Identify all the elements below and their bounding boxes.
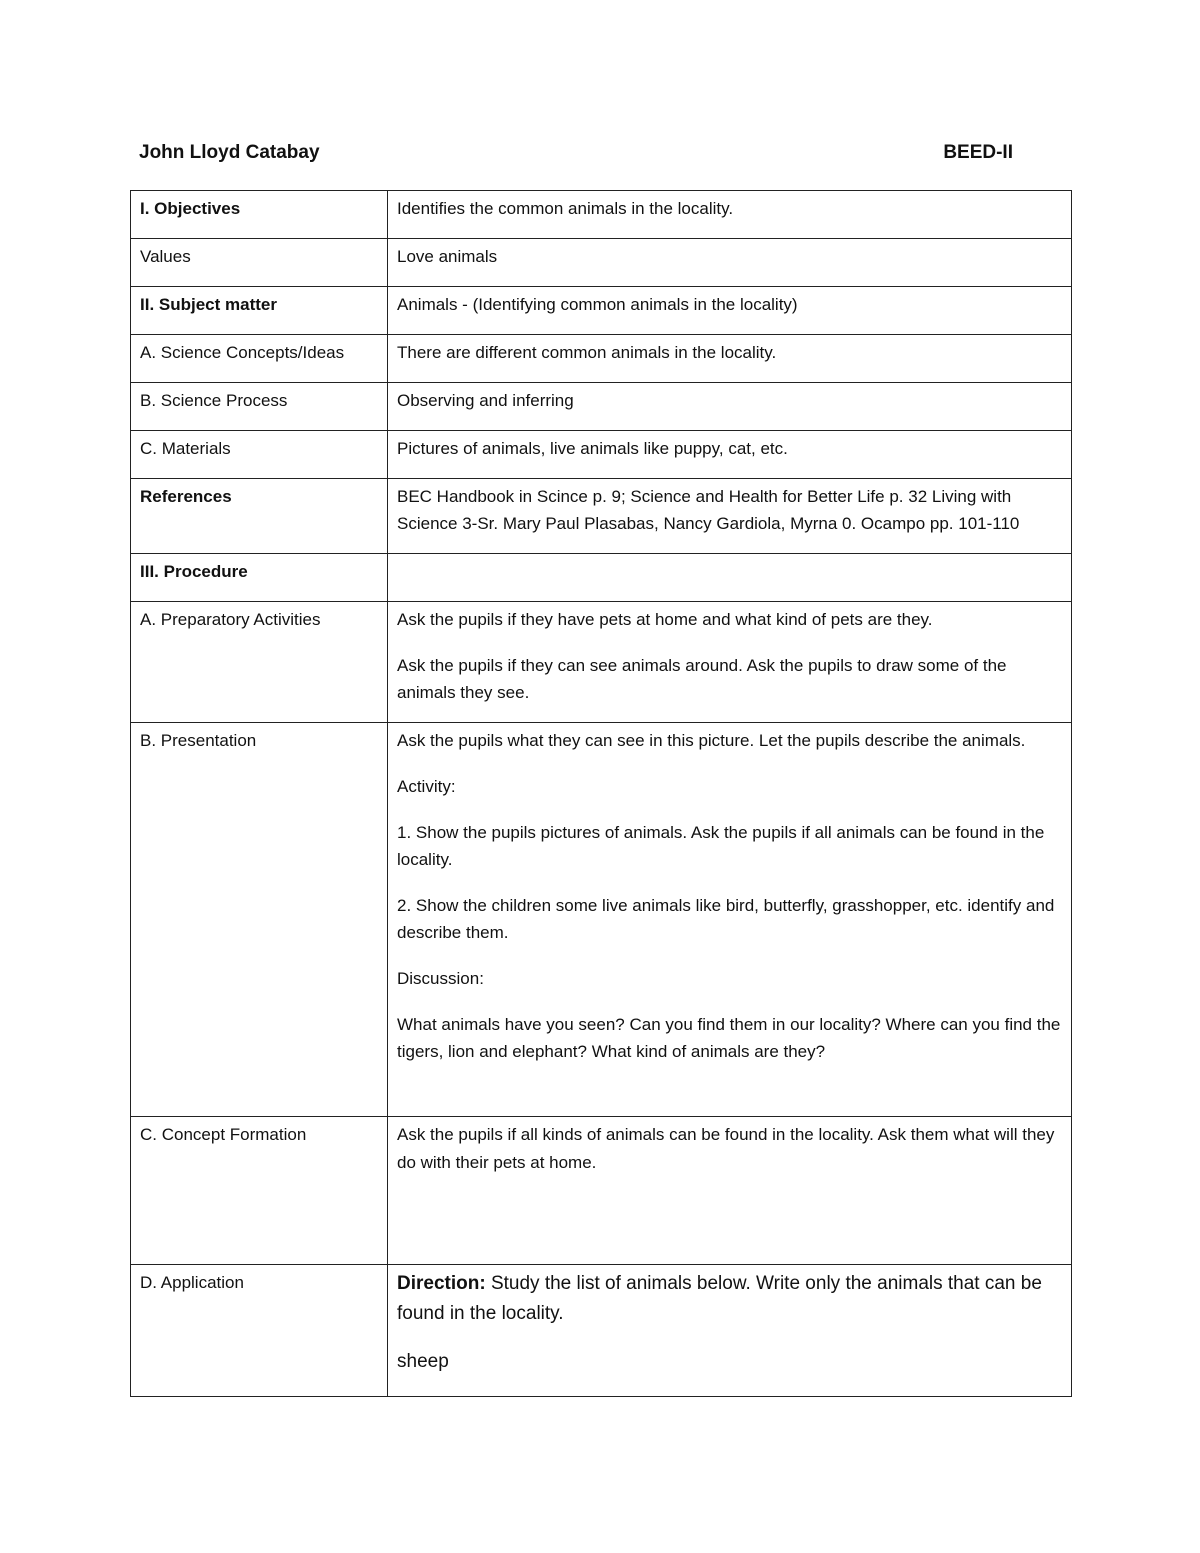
document-header xyxy=(139,142,1013,170)
references-line-1: BEC Handbook in Scince p. 9; Science and Health for Better Life p. 32 Living with xyxy=(397,487,1012,506)
table-row xyxy=(131,602,1072,723)
activity-item-2: 2. Show the children some live animals like bird, butterfly, grasshopper, etc. identify and describe them. xyxy=(397,896,1055,942)
table-row xyxy=(131,287,1072,335)
presentation-content xyxy=(388,723,1072,1117)
concept-formation-label: C. Concept Formation xyxy=(131,1117,388,1265)
student-name: John Lloyd Catabay xyxy=(139,142,320,163)
objectives-label: I. Objectives xyxy=(131,191,388,239)
table-row xyxy=(131,335,1072,383)
table-row xyxy=(131,1265,1072,1397)
preparatory-paragraph-2: Ask the pupils if they can see animals around. Ask the pupils to draw some of the animals they see. xyxy=(397,656,1007,702)
values-content: Love animals xyxy=(388,239,1072,287)
discussion-heading: Discussion: xyxy=(397,969,484,988)
science-concepts-label: A. Science Concepts/Ideas xyxy=(131,335,388,383)
table-row xyxy=(131,479,1072,554)
table-row xyxy=(131,1117,1072,1265)
presentation-label: B. Presentation xyxy=(131,723,388,1117)
application-content xyxy=(388,1265,1072,1397)
references-content xyxy=(388,479,1072,554)
lesson-plan-table xyxy=(130,190,1072,1397)
science-process-label: B. Science Process xyxy=(131,383,388,431)
course-label: BEED-II xyxy=(943,142,1013,163)
application-label: D. Application xyxy=(131,1265,388,1397)
discussion-questions: What animals have you seen? Can you find them in our locality? Where can you find the tigers, lion and elephant? What kind of animals are they? xyxy=(397,1015,1061,1061)
preparatory-content xyxy=(388,602,1072,723)
references-line-2: Science 3-Sr. Mary Paul Plasabas, Nancy Gardiola, Myrna 0. Ocampo pp. 101-110 xyxy=(397,514,1020,533)
preparatory-label: A. Preparatory Activities xyxy=(131,602,388,723)
science-concepts-content: There are different common animals in the locality. xyxy=(388,335,1072,383)
concept-formation-content: Ask the pupils if all kinds of animals can be found in the locality. Ask them what will they do with their pets at home. xyxy=(388,1117,1072,1265)
subject-matter-label: II. Subject matter xyxy=(131,287,388,335)
presentation-paragraph: Ask the pupils what they can see in this picture. Let the pupils describe the animals. xyxy=(397,731,1026,750)
procedure-content xyxy=(388,554,1072,602)
values-label: Values xyxy=(131,239,388,287)
preparatory-paragraph-1: Ask the pupils if they have pets at home and what kind of pets are they. xyxy=(397,610,933,629)
activity-heading: Activity: xyxy=(397,777,456,796)
references-label: References xyxy=(131,479,388,554)
table-row xyxy=(131,239,1072,287)
table-row xyxy=(131,191,1072,239)
direction-text: Study the list of animals below. Write only the animals that can be found in the locality. xyxy=(397,1273,1042,1324)
procedure-label: III. Procedure xyxy=(131,554,388,602)
direction-label: Direction: xyxy=(397,1273,486,1294)
application-direction xyxy=(397,1269,1062,1329)
table-row xyxy=(131,723,1072,1117)
objectives-content: Identifies the common animals in the locality. xyxy=(388,191,1072,239)
materials-label: C. Materials xyxy=(131,431,388,479)
subject-matter-content: Animals - (Identifying common animals in the locality) xyxy=(388,287,1072,335)
science-process-content: Observing and inferring xyxy=(388,383,1072,431)
application-list-item: sheep xyxy=(397,1351,449,1372)
activity-item-1: 1. Show the pupils pictures of animals. Ask the pupils if all animals can be found in the locality. xyxy=(397,823,1045,869)
table-row xyxy=(131,554,1072,602)
materials-content: Pictures of animals, live animals like puppy, cat, etc. xyxy=(388,431,1072,479)
table-row xyxy=(131,383,1072,431)
table-row xyxy=(131,431,1072,479)
